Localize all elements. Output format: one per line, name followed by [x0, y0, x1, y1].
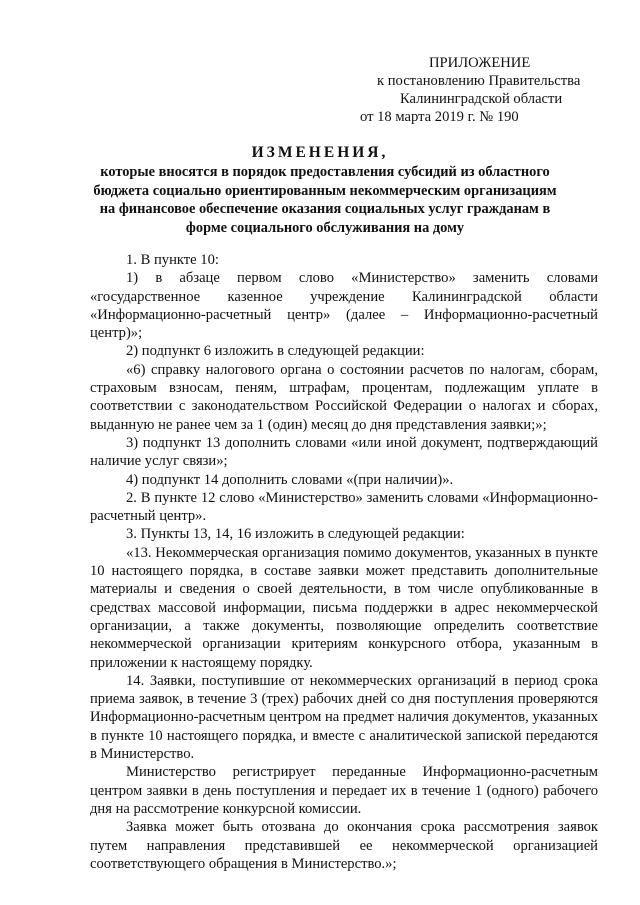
paragraph-subitem-1: 1) в абзаце первом слово «Министерство» заменить словами «государственное казенное учреждение Калининградской области «Информационно-расчетный центр» (далее – Информационно-расчетный центр)»;: [90, 270, 598, 342]
appendix-heading: ПРИЛОЖЕНИЕ: [429, 55, 531, 71]
paragraph-subitem-2: 2) подпункт 6 изложить в следующей редакции:: [126, 343, 425, 360]
paragraph-subitem-6-text: «6) справку налогового органа о состоянии расчетов по налогам, сборам, страховым взносам, пеням, штрафам, процентам, подлежащим уплате в соответствии с законодательством Российской Федерации о налогах и сборах, выданную не ранее чем за 1 (один) месяц до дня представления заявки;»;: [90, 361, 598, 433]
paragraph-item-3: 3. Пункты 13, 14, 16 изложить в следующей редакции:: [126, 526, 465, 543]
paragraph-item-2: 2. В пункте 12 слово «Министерство» заменить словами «Информационно-расчетный центр».: [90, 489, 598, 525]
paragraph-clause-13: «13. Некоммерческая организация помимо документов, указанных в пункте 10 настоящего порядка, в составе заявки может представить дополнительные материалы и сведения о своей деятельности, в том числе опубликованные в средствах массовой информации, письма поддержки в адрес некоммерческой организации, а также документы, позволяющие определить соответствие некоммерческой организации критериям конкурсного отбора, указанным в приложении к настоящему порядку.: [90, 544, 598, 671]
paragraph-withdrawal: Заявка может быть отозвана до окончания срока рассмотрения заявок путем направления представившей ее некоммерческой организацией соответствующего обращения в Министерство.»;: [90, 819, 598, 872]
appendix-region-line: Калининградской области: [400, 91, 563, 107]
appendix-resolution-line: к постановлению Правительства: [377, 73, 581, 89]
document-title: ИЗМЕНЕНИЯ,: [251, 144, 389, 161]
paragraph-item-1: 1. В пункте 10:: [126, 252, 219, 268]
paragraph-clause-14: 14. Заявки, поступившие от некоммерческих организаций в период срока приема заявок, в течение 3 (трех) рабочих дней со дня поступления проверяются Информационно-расчетным центром на предмет наличия документов, указанных в пункте 10 настоящего порядка, и вместе с аналитической запиской передаются в Министерство.: [90, 672, 599, 763]
appendix-block: [360, 54, 620, 126]
appendix-date-line: от 18 марта 2019 г. № 190: [360, 109, 519, 125]
paragraph-subitem-4: 4) подпункт 14 дополнить словами «(при наличии)».: [126, 471, 454, 488]
paragraph-subitem-3: 3) подпункт 13 дополнить словами «или иной документ, подтверждающий наличие услуг связи»;: [90, 434, 598, 470]
document-subtitle: которые вносятся в порядок предоставления субсидий из областного бюджета социально ориентированным некоммерческим организациям на финансовое обеспечение оказания социальных услуг гражданам в форме социального обслуживания на дому: [93, 164, 557, 236]
paragraph-ministry-registration: Министерство регистрирует переданные Информационно-расчетным центром заявки в день поступления и передает их в течение 1 (одного) рабочего дня на рассмотрение конкурсной комиссии.: [90, 764, 598, 817]
document-body: [90, 251, 598, 873]
